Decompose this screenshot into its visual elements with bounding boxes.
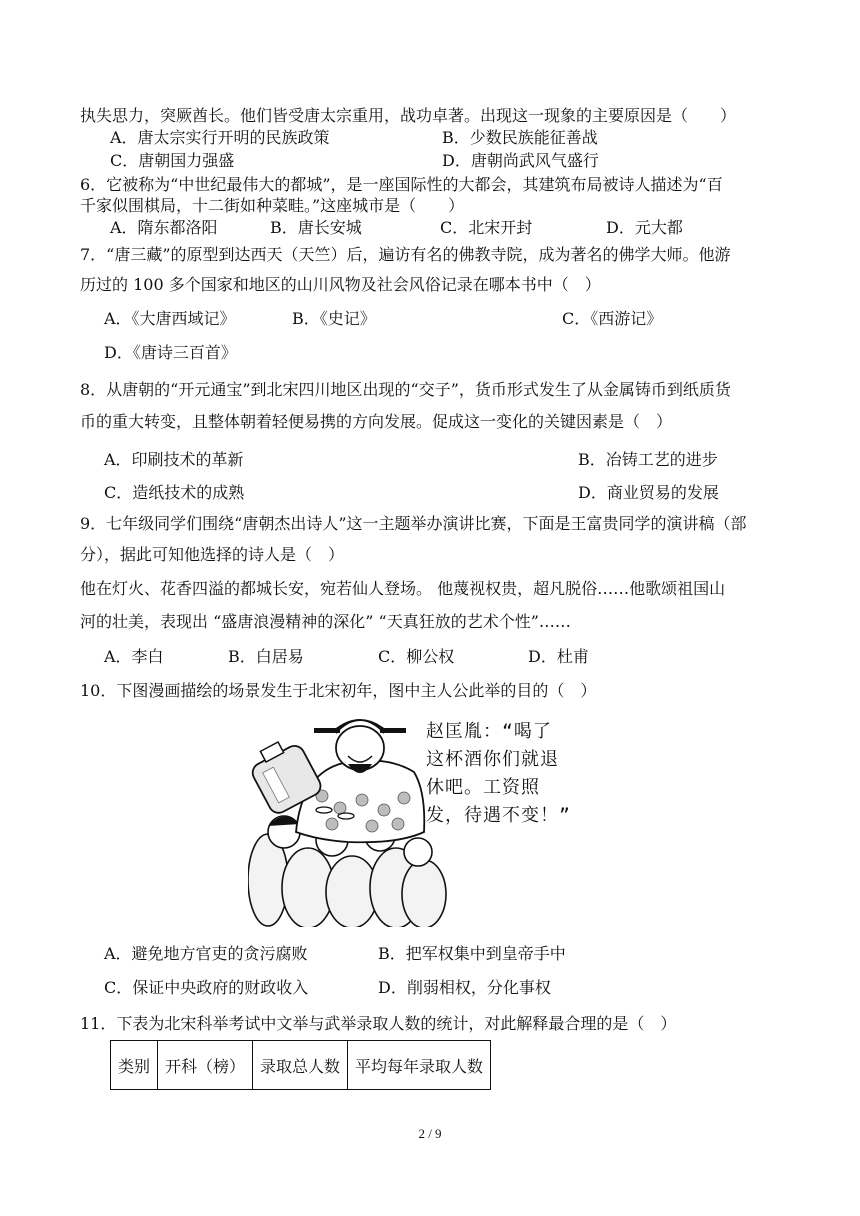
- q6-option-b[interactable]: B．唐长安城: [270, 218, 362, 237]
- q7-option-a[interactable]: A．《大唐西域记》: [104, 309, 236, 328]
- q5-stem: 执失思力，突厥酋长。他们皆受唐太宗重用，战功卓著。出现这一现象的主要原因是（ ）: [80, 106, 737, 125]
- q11-stem: 11．下表为北宋科举考试中文举与武举录取人数的统计，对此解释最合理的是（ ）: [80, 1014, 677, 1033]
- q6-stem-line1: 6．它被称为“中世纪最伟大的都城”，是一座国际性的大都会，其建筑布局被诗人描述为“百: [80, 175, 723, 194]
- q9-option-b[interactable]: B．白居易: [228, 647, 304, 666]
- q10-option-a[interactable]: A．避免地方官吏的贪污腐败: [104, 944, 308, 963]
- q8-option-a[interactable]: A．印刷技术的革新: [104, 450, 244, 469]
- q9-stem-line1: 9．七年级同学们围绕“唐朝杰出诗人”这一主题举办演讲比赛，下面是王富贵同学的演讲稿（部: [80, 514, 747, 533]
- q10-option-b[interactable]: B．把军权集中到皇帝手中: [378, 944, 566, 963]
- q7-option-c[interactable]: C．《西游记》: [562, 309, 663, 328]
- cartoon-caption-line1: 赵匡胤：“喝了: [426, 721, 552, 742]
- q6-stem-line2: 千家似围棋局，十二街如种菜畦。”这座城市是（ ）: [80, 196, 465, 215]
- cartoon-image: [248, 712, 610, 927]
- q8-option-c[interactable]: C．造纸技术的成熟: [104, 483, 245, 502]
- q10-option-d[interactable]: D．削弱相权，分化事权: [378, 978, 551, 997]
- q7-stem-line1: 7．“唐三藏”的原型到达西天（天竺）后，遍访有名的佛教寺院，成为著名的佛学大师。他游: [80, 245, 731, 264]
- q7-option-b[interactable]: B．《史记》: [292, 309, 376, 328]
- q5-option-b[interactable]: B．少数民族能征善战: [442, 128, 598, 147]
- table-header-cell: 类别: [111, 1041, 158, 1090]
- table-header-cell: 录取总人数: [253, 1041, 348, 1090]
- q6-option-d[interactable]: D．元大都: [606, 218, 683, 237]
- q7-stem-line2: 历过的 100 多个国家和地区的山川风物及社会风俗记录在哪本书中（ ）: [80, 275, 601, 294]
- q7-option-d[interactable]: D．《唐诗三百首》: [104, 343, 237, 362]
- cartoon-caption-line2: 这杯酒你们就退: [426, 749, 559, 770]
- q5-option-d[interactable]: D．唐朝尚武风气盛行: [442, 151, 599, 170]
- q6-option-c[interactable]: C．北宋开封: [440, 218, 533, 237]
- table-header-row: [111, 1041, 491, 1090]
- q8-option-b[interactable]: B．冶铸工艺的进步: [578, 450, 718, 469]
- q10-option-c[interactable]: C．保证中央政府的财政收入: [104, 978, 309, 997]
- cartoon-caption-line4: 发，待遇不变！”: [426, 805, 571, 826]
- q9-quote-line2: 河的壮美，表现出 “盛唐浪漫精神的深化” “天真狂放的艺术个性”……: [80, 612, 571, 631]
- q9-quote-line1: 他在灯火、花香四溢的都城长安，宛若仙人登场。 他蔑视权贵，超凡脱俗……他歌颂祖国山: [80, 579, 726, 598]
- q8-stem-line1: 8．从唐朝的“开元通宝”到北宋四川地区出现的“交子”，货币形式发生了从金属铸币到纸质货: [80, 380, 731, 399]
- q5-option-a[interactable]: A．唐太宗实行开明的民族政策: [110, 128, 330, 147]
- table-header-cell: 开科（榜）: [158, 1041, 253, 1090]
- q6-option-a[interactable]: A．隋东都洛阳: [110, 218, 218, 237]
- q9-option-d[interactable]: D．杜甫: [528, 647, 589, 666]
- q9-option-a[interactable]: A．李白: [104, 647, 164, 666]
- q8-option-d[interactable]: D．商业贸易的发展: [578, 483, 719, 502]
- q5-option-c[interactable]: C．唐朝国力强盛: [110, 151, 235, 170]
- table-header-cell: 平均每年录取人数: [348, 1041, 491, 1090]
- q10-stem: 10．下图漫画描绘的场景发生于北宋初年，图中主人公此举的目的（ ）: [80, 681, 597, 700]
- q11-table: [110, 1040, 491, 1090]
- q8-stem-line2: 币的重大转变，且整体朝着轻便易携的方向发展。促成这一变化的关键因素是（ ）: [80, 412, 673, 431]
- cartoon-caption-line3: 休吧。工资照: [426, 777, 540, 798]
- q9-stem-line2: 分），据此可知他选择的诗人是（ ）: [80, 545, 345, 564]
- q9-option-c[interactable]: C．柳公权: [378, 647, 455, 666]
- page-number: 2 / 9: [418, 1126, 442, 1141]
